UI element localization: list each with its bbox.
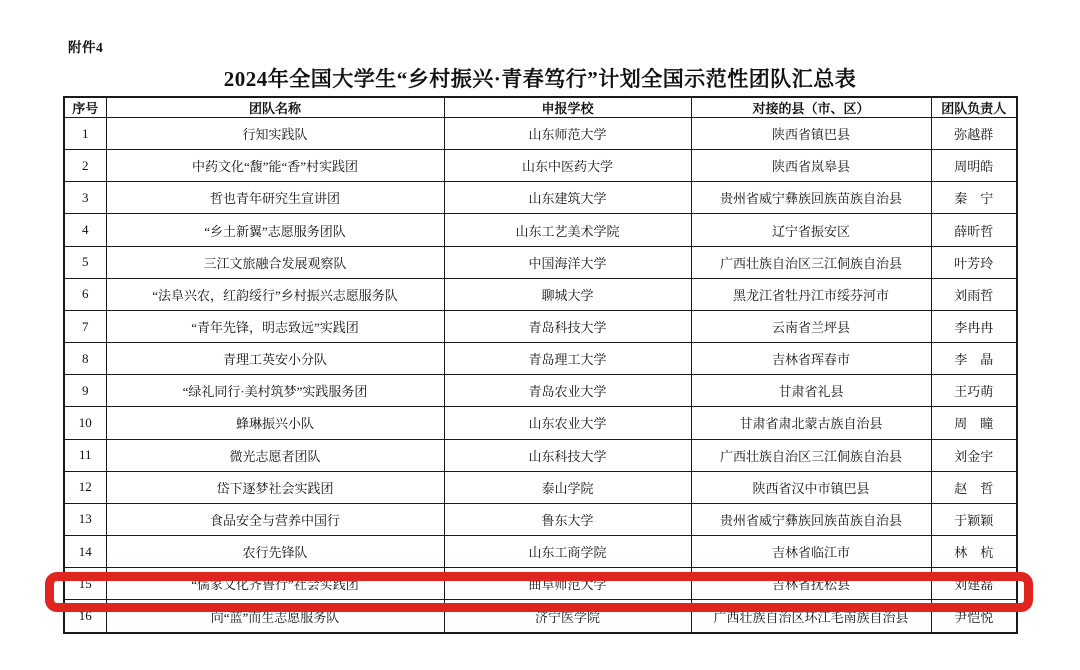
- table-cell: 刘雨哲: [931, 278, 1017, 310]
- table-cell: 7: [64, 310, 106, 342]
- table-cell: 叶芳玲: [931, 246, 1017, 278]
- table-cell: 贵州省威宁彝族回族苗族自治县: [691, 182, 931, 214]
- table-cell: 林 杭: [931, 536, 1017, 568]
- table-cell: 青岛农业大学: [444, 375, 691, 407]
- header-cell: 团队名称: [106, 97, 444, 118]
- table-body: [64, 118, 1017, 634]
- header-cell: 对接的县（市、区）: [691, 97, 931, 118]
- table-row: [64, 310, 1017, 342]
- table-cell: 鲁东大学: [444, 503, 691, 535]
- table-cell: 行知实践队: [106, 118, 444, 150]
- table-cell: 青理工英安小分队: [106, 343, 444, 375]
- table-cell: 甘肃省肃北蒙古族自治县: [691, 407, 931, 439]
- table-cell: 山东农业大学: [444, 407, 691, 439]
- header-row: [64, 97, 1017, 118]
- table-cell: “乡土新翼”志愿服务团队: [106, 214, 444, 246]
- table-cell: 16: [64, 600, 106, 633]
- table-cell: 8: [64, 343, 106, 375]
- table-row: [64, 536, 1017, 568]
- table-cell: 周明皓: [931, 150, 1017, 182]
- table-cell: 陕西省岚皋县: [691, 150, 931, 182]
- table-row: [64, 150, 1017, 182]
- table-cell: 王巧萌: [931, 375, 1017, 407]
- table-cell: 辽宁省振安区: [691, 214, 931, 246]
- table-cell: “青年先锋，明志致远”实践团: [106, 310, 444, 342]
- table-row: [64, 503, 1017, 535]
- table-cell: “法阜兴农，红韵绥行”乡村振兴志愿服务队: [106, 278, 444, 310]
- table-cell: 3: [64, 182, 106, 214]
- table-cell: 曲阜师范大学: [444, 568, 691, 600]
- table-row: [64, 407, 1017, 439]
- table-cell: 14: [64, 536, 106, 568]
- table-cell: 李 晶: [931, 343, 1017, 375]
- table-cell: 哲也青年研究生宣讲团: [106, 182, 444, 214]
- table-cell: 广西壮族自治区三江侗族自治县: [691, 246, 931, 278]
- table-row: [64, 278, 1017, 310]
- table-cell: 山东工艺美术学院: [444, 214, 691, 246]
- table-cell: 2: [64, 150, 106, 182]
- table-cell: 微光志愿者团队: [106, 439, 444, 471]
- table-cell: 10: [64, 407, 106, 439]
- page-title: 2024年全国大学生“乡村振兴·青春笃行”计划全国示范性团队汇总表: [223, 67, 857, 91]
- table-cell: 刘金宇: [931, 439, 1017, 471]
- table-cell: 刘建磊: [931, 568, 1017, 600]
- table-row: [64, 118, 1017, 150]
- table-cell: 11: [64, 439, 106, 471]
- table-cell: 黑龙江省牡丹江市绥芬河市: [691, 278, 931, 310]
- table-row: [64, 214, 1017, 246]
- table-cell: 岱下逐梦社会实践团: [106, 471, 444, 503]
- table-cell: 青岛科技大学: [444, 310, 691, 342]
- table-cell: 中国海洋大学: [444, 246, 691, 278]
- table-cell: 三江文旅融合发展观察队: [106, 246, 444, 278]
- table-cell: 于颖颖: [931, 503, 1017, 535]
- table-cell: 5: [64, 246, 106, 278]
- table-cell: 蜂琳振兴小队: [106, 407, 444, 439]
- table-cell: 山东中医药大学: [444, 150, 691, 182]
- table-cell: 聊城大学: [444, 278, 691, 310]
- table-cell: 15: [64, 568, 106, 600]
- attachment-label: 附件4: [68, 40, 104, 55]
- table-cell: 4: [64, 214, 106, 246]
- table-cell: 山东师范大学: [444, 118, 691, 150]
- table-row: [64, 343, 1017, 375]
- table-cell: 食品安全与营养中国行: [106, 503, 444, 535]
- table-row: [64, 375, 1017, 407]
- table-cell: 甘肃省礼县: [691, 375, 931, 407]
- table-cell: 山东工商学院: [444, 536, 691, 568]
- table-row: [64, 600, 1017, 633]
- table-cell: 陕西省汉中市镇巴县: [691, 471, 931, 503]
- table-cell: 广西壮族自治区三江侗族自治县: [691, 439, 931, 471]
- table-cell: 李冉冉: [931, 310, 1017, 342]
- table-cell: 泰山学院: [444, 471, 691, 503]
- table-cell: 青岛理工大学: [444, 343, 691, 375]
- table-row: [64, 246, 1017, 278]
- table-cell: 吉林省珲春市: [691, 343, 931, 375]
- table-cell: 吉林省抚松县: [691, 568, 931, 600]
- table-cell: “儒家文化齐鲁行”社会实践团: [106, 568, 444, 600]
- table-cell: 山东科技大学: [444, 439, 691, 471]
- header-cell: 团队负责人: [931, 97, 1017, 118]
- table-row: [64, 568, 1017, 600]
- table-cell: 1: [64, 118, 106, 150]
- table-cell: 吉林省临江市: [691, 536, 931, 568]
- header-cell: 申报学校: [444, 97, 691, 118]
- table-cell: 陕西省镇巴县: [691, 118, 931, 150]
- table-row: [64, 471, 1017, 503]
- table-row: [64, 439, 1017, 471]
- table-cell: 薛昕哲: [931, 214, 1017, 246]
- table-cell: 尹恺悦: [931, 600, 1017, 633]
- table-cell: 中药文化“馥”能“香”村实践团: [106, 150, 444, 182]
- summary-table: [63, 96, 1018, 634]
- table-cell: 周 瞳: [931, 407, 1017, 439]
- table-cell: 济宁医学院: [444, 600, 691, 633]
- table-row: [64, 182, 1017, 214]
- table-cell: 赵 哲: [931, 471, 1017, 503]
- table-cell: 云南省兰坪县: [691, 310, 931, 342]
- table-cell: 贵州省威宁彝族回族苗族自治县: [691, 503, 931, 535]
- table-cell: 13: [64, 503, 106, 535]
- table-cell: “绿礼同行·美村筑梦”实践服务团: [106, 375, 444, 407]
- table-cell: 广西壮族自治区环江毛南族自治县: [691, 600, 931, 633]
- table-cell: 山东建筑大学: [444, 182, 691, 214]
- header-cell: 序号: [64, 97, 106, 118]
- table-cell: 农行先锋队: [106, 536, 444, 568]
- table-cell: 12: [64, 471, 106, 503]
- table-cell: 向“蓝”而生志愿服务队: [106, 600, 444, 633]
- table-cell: 秦 宁: [931, 182, 1017, 214]
- table-cell: 6: [64, 278, 106, 310]
- table-cell: 弥越群: [931, 118, 1017, 150]
- table-cell: 9: [64, 375, 106, 407]
